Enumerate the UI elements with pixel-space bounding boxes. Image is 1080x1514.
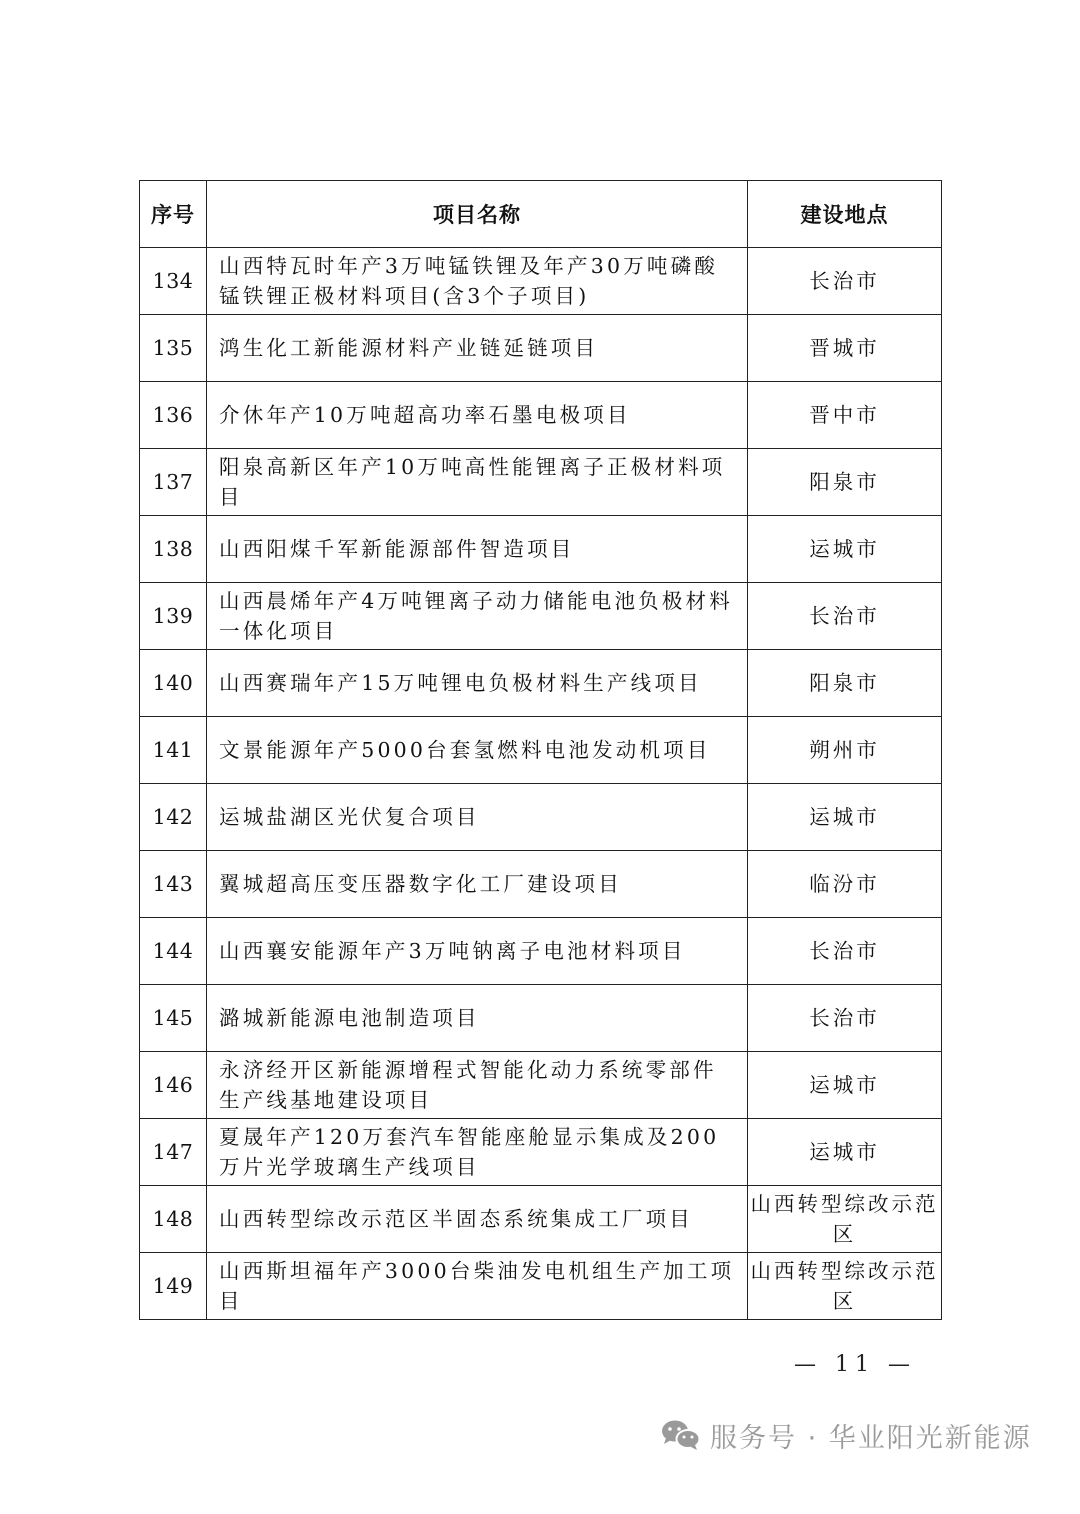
row-location: 山西转型综改示范区 [748,1253,942,1320]
row-project-name: 永济经开区新能源增程式智能化动力系统零部件生产线基地建设项目 [207,1052,748,1119]
row-project-name: 山西斯坦福年产3000台柴油发电机组生产加工项目 [207,1253,748,1320]
table-row [140,315,942,382]
row-serial-number: 141 [140,717,207,784]
table-row [140,1119,942,1186]
row-project-name: 山西转型综改示范区半固态系统集成工厂项目 [207,1186,748,1253]
row-project-name: 夏晟年产120万套汽车智能座舱显示集成及200万片光学玻璃生产线项目 [207,1119,748,1186]
watermark [660,1415,1032,1455]
row-location: 晋城市 [748,315,942,382]
table-body [140,248,942,1320]
row-project-name: 山西特瓦时年产3万吨锰铁锂及年产30万吨磷酸锰铁锂正极材料项目(含3个子项目) [207,248,748,315]
row-location: 运城市 [748,1052,942,1119]
row-project-name: 潞城新能源电池制造项目 [207,985,748,1052]
row-location: 山西转型综改示范区 [748,1186,942,1253]
row-serial-number: 149 [140,1253,207,1320]
row-serial-number: 140 [140,650,207,717]
row-serial-number: 136 [140,382,207,449]
row-location: 长治市 [748,248,942,315]
row-serial-number: 145 [140,985,207,1052]
row-location: 阳泉市 [748,449,942,516]
row-location: 长治市 [748,985,942,1052]
project-table [139,180,942,1320]
header-serial-number: 序号 [140,181,207,248]
row-serial-number: 137 [140,449,207,516]
row-serial-number: 146 [140,1052,207,1119]
header-project-name: 项目名称 [207,181,748,248]
wechat-icon [660,1418,702,1452]
row-serial-number: 138 [140,516,207,583]
table-row [140,918,942,985]
row-serial-number: 134 [140,248,207,315]
watermark-text: 服务号 · 华业阳光新能源 [710,1422,1032,1454]
row-location: 长治市 [748,918,942,985]
row-project-name: 运城盐湖区光伏复合项目 [207,784,748,851]
row-location: 运城市 [748,1119,942,1186]
table-row [140,1186,942,1253]
row-serial-number: 142 [140,784,207,851]
row-serial-number: 139 [140,583,207,650]
row-project-name: 鸿生化工新能源材料产业链延链项目 [207,315,748,382]
row-location: 运城市 [748,516,942,583]
table-row [140,1253,942,1320]
table-row [140,717,942,784]
row-project-name: 文景能源年产5000台套氢燃料电池发动机项目 [207,717,748,784]
row-project-name: 山西赛瑞年产15万吨锂电负极材料生产线项目 [207,650,748,717]
table-row [140,248,942,315]
table-row [140,650,942,717]
row-project-name: 山西阳煤千军新能源部件智造项目 [207,516,748,583]
page-number: — 11 — [794,1352,916,1377]
table-row [140,784,942,851]
row-serial-number: 135 [140,315,207,382]
table-row [140,851,942,918]
table-row [140,382,942,449]
table-header-row [140,181,942,248]
row-project-name: 山西襄安能源年产3万吨钠离子电池材料项目 [207,918,748,985]
row-location: 临汾市 [748,851,942,918]
row-project-name: 介休年产10万吨超高功率石墨电极项目 [207,382,748,449]
table-row [140,1052,942,1119]
row-serial-number: 147 [140,1119,207,1186]
row-serial-number: 144 [140,918,207,985]
header-location: 建设地点 [748,181,942,248]
row-location: 晋中市 [748,382,942,449]
table-row [140,449,942,516]
row-location: 运城市 [748,784,942,851]
table-row [140,516,942,583]
row-location: 朔州市 [748,717,942,784]
row-serial-number: 143 [140,851,207,918]
row-location: 阳泉市 [748,650,942,717]
table-row [140,583,942,650]
row-project-name: 山西晨烯年产4万吨锂离子动力储能电池负极材料一体化项目 [207,583,748,650]
row-project-name: 翼城超高压变压器数字化工厂建设项目 [207,851,748,918]
row-location: 长治市 [748,583,942,650]
row-project-name: 阳泉高新区年产10万吨高性能锂离子正极材料项目 [207,449,748,516]
table-row [140,985,942,1052]
row-serial-number: 148 [140,1186,207,1253]
